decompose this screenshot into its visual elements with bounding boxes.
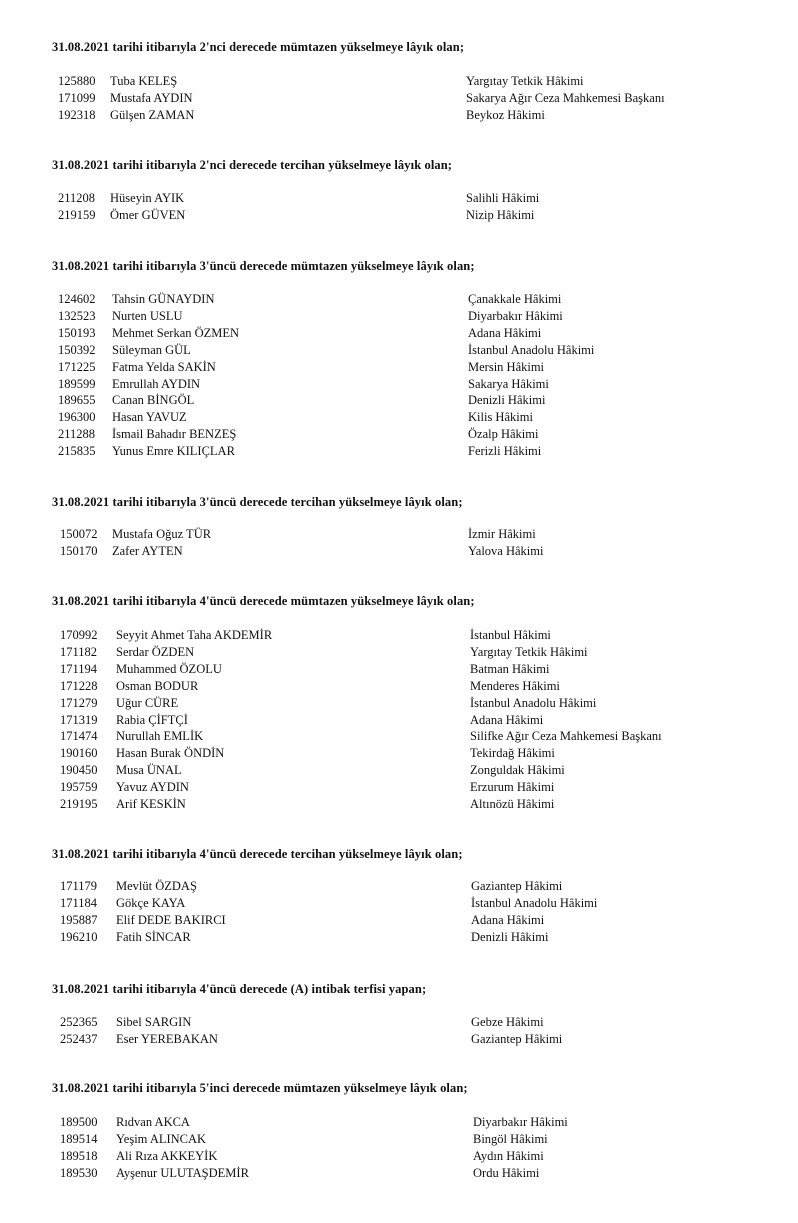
person-name: Elif DEDE BAKIRCI	[116, 912, 226, 927]
position-title: Aydın Hâkimi	[473, 1148, 544, 1163]
position-title: Adana Hâkimi	[468, 325, 542, 340]
section-heading: 31.08.2021 tarihi itibarıyla 5'inci derecede mümtazen yükselmeye lâyık olan;	[52, 1081, 468, 1095]
position-title: Zonguldak Hâkimi	[470, 763, 565, 778]
person-name: Yavuz AYDIN	[116, 780, 189, 795]
registry-number: 171474	[60, 729, 98, 744]
position-title: İstanbul Anadolu Hâkimi	[468, 342, 595, 357]
list-item	[0, 208, 798, 224]
position-title: Gebze Hâkimi	[471, 1015, 544, 1029]
list-item	[0, 780, 798, 796]
person-name: Yeşim ALINCAK	[116, 1131, 207, 1146]
position-title: Yargıtay Tetkik Hâkimi	[466, 74, 584, 88]
person-name: Tahsin GÜNAYDIN	[112, 292, 215, 306]
person-name: Mustafa Oğuz TÜR	[112, 527, 212, 541]
person-name: Sibel SARGIN	[116, 1015, 192, 1029]
list-item	[0, 797, 798, 813]
position-title: Denizli Hâkimi	[471, 929, 549, 944]
list-item	[0, 930, 798, 946]
registry-number: 189500	[60, 1115, 98, 1129]
position-title: Özalp Hâkimi	[468, 427, 539, 442]
list-item	[0, 191, 798, 207]
person-name: Fatih SİNCAR	[116, 929, 191, 944]
registry-number: 196210	[60, 929, 98, 944]
position-title: Çanakkale Hâkimi	[468, 292, 562, 306]
registry-number: 196300	[58, 410, 96, 425]
person-name: Ali Rıza AKKEYİK	[116, 1148, 218, 1163]
person-name: Eser YEREBAKAN	[116, 1031, 218, 1046]
registry-number: 215835	[58, 444, 96, 459]
list-item	[0, 410, 798, 426]
registry-number: 170992	[60, 628, 98, 642]
position-title: Beykoz Hâkimi	[466, 107, 545, 122]
position-title: Gaziantep Hâkimi	[471, 879, 563, 893]
person-name: Ayşenur ULUTAŞDEMİR	[116, 1165, 249, 1180]
position-title: Diyarbakır Hâkimi	[473, 1115, 568, 1129]
registry-number: 150170	[60, 543, 98, 558]
list-item	[0, 393, 798, 409]
registry-number: 171228	[60, 678, 98, 693]
section-heading: 31.08.2021 tarihi itibarıyla 4'üncü derecede tercihan yükselmeye lâyık olan;	[52, 847, 463, 861]
position-title: Batman Hâkimi	[470, 661, 550, 676]
person-name: Mehmet Serkan ÖZMEN	[112, 325, 240, 340]
person-name: Osman BODUR	[116, 678, 199, 693]
registry-number: 150193	[58, 325, 96, 340]
position-title: İzmir Hâkimi	[468, 527, 536, 541]
list-item	[0, 746, 798, 762]
list-item	[0, 763, 798, 779]
registry-number: 189655	[58, 393, 96, 408]
person-name: Hüseyin AYIK	[110, 191, 185, 205]
position-title: Ordu Hâkimi	[473, 1165, 540, 1180]
position-title: İstanbul Hâkimi	[470, 628, 551, 642]
list-item	[0, 74, 798, 90]
registry-number: 252365	[60, 1015, 98, 1029]
person-name: Gökçe KAYA	[116, 895, 186, 910]
person-name: Mustafa AYDIN	[110, 90, 193, 105]
position-title: Sakarya Hâkimi	[468, 376, 549, 391]
registry-number: 189514	[60, 1131, 98, 1146]
list-item	[0, 645, 798, 661]
registry-number: 189518	[60, 1148, 98, 1163]
person-name: Rabia ÇİFTÇİ	[116, 712, 188, 727]
registry-number: 171225	[58, 359, 96, 374]
position-title: Mersin Hâkimi	[468, 359, 545, 374]
registry-number: 211288	[58, 427, 96, 442]
list-item	[0, 879, 798, 895]
person-name: Nurullah EMLİK	[116, 729, 204, 744]
position-title: Menderes Hâkimi	[470, 678, 560, 693]
list-item	[0, 360, 798, 376]
person-name: Emrullah AYDIN	[112, 376, 201, 391]
registry-number: 124602	[58, 292, 96, 306]
registry-number: 189530	[60, 1165, 98, 1180]
person-name: Rıdvan AKCA	[116, 1115, 190, 1129]
position-title: Bingöl Hâkimi	[473, 1131, 548, 1146]
list-item	[0, 326, 798, 342]
position-title: Yargıtay Tetkik Hâkimi	[470, 644, 588, 659]
registry-number: 171279	[60, 695, 98, 710]
person-name: Süleyman GÜL	[112, 342, 191, 357]
position-title: Salihli Hâkimi	[466, 191, 540, 205]
list-item	[0, 696, 798, 712]
list-item	[0, 729, 798, 745]
position-title: Kilis Hâkimi	[468, 410, 533, 425]
person-name: Serdar ÖZDEN	[116, 644, 195, 659]
list-item	[0, 343, 798, 359]
person-name: Seyyit Ahmet Taha AKDEMİR	[116, 628, 273, 642]
section-heading: 31.08.2021 tarihi itibarıyla 2'nci derecede tercihan yükselmeye lâyık olan;	[52, 158, 453, 172]
list-item	[0, 527, 798, 543]
list-item	[0, 662, 798, 678]
list-item	[0, 292, 798, 308]
list-item	[0, 1115, 798, 1131]
registry-number: 171184	[60, 895, 98, 910]
registry-number: 125880	[58, 74, 96, 88]
person-name: Gülşen ZAMAN	[110, 107, 195, 122]
position-title: Erzurum Hâkimi	[470, 780, 555, 795]
list-item	[0, 91, 798, 107]
person-name: Musa ÜNAL	[116, 763, 182, 778]
registry-number: 211208	[58, 191, 96, 205]
registry-number: 192318	[58, 107, 96, 122]
person-name: Canan BİNGÖL	[112, 393, 195, 408]
section-heading: 31.08.2021 tarihi itibarıyla 3'üncü derecede tercihan yükselmeye lâyık olan;	[52, 495, 463, 509]
position-title: Nizip Hâkimi	[466, 207, 535, 222]
registry-number: 171182	[60, 644, 98, 659]
person-name: Zafer AYTEN	[112, 543, 183, 558]
registry-number: 219195	[60, 797, 98, 811]
registry-number: 219159	[58, 207, 96, 222]
registry-number: 150392	[58, 342, 96, 357]
list-item	[0, 679, 798, 695]
person-name: Fatma Yelda SAKİN	[112, 359, 216, 374]
section-heading: 31.08.2021 tarihi itibarıyla 4'üncü derecede (A) intibak terfisi yapan;	[52, 982, 427, 996]
person-name: Hasan Burak ÖNDİN	[116, 746, 225, 761]
person-name: Arif KESKİN	[116, 797, 186, 811]
registry-number: 195887	[60, 912, 98, 927]
registry-number: 171319	[60, 712, 98, 727]
position-title: Gaziantep Hâkimi	[471, 1031, 563, 1046]
person-name: İsmail Bahadır BENZEŞ	[112, 427, 237, 442]
person-name: Mevlüt ÖZDAŞ	[116, 879, 197, 893]
person-name: Yunus Emre KILIÇLAR	[112, 444, 235, 459]
list-item	[0, 896, 798, 912]
registry-number: 195759	[60, 780, 98, 795]
registry-number: 190160	[60, 746, 98, 761]
list-item	[0, 108, 798, 124]
list-item	[0, 1149, 798, 1165]
person-name: Hasan YAVUZ	[112, 410, 187, 425]
person-name: Nurten USLU	[112, 308, 183, 323]
registry-number: 171099	[58, 90, 96, 105]
person-name: Ömer GÜVEN	[110, 207, 186, 222]
position-title: İstanbul Anadolu Hâkimi	[470, 695, 597, 710]
position-title: Yalova Hâkimi	[468, 543, 544, 558]
section-heading: 31.08.2021 tarihi itibarıyla 4'üncü derecede mümtazen yükselmeye lâyık olan;	[52, 594, 475, 608]
registry-number: 150072	[60, 527, 98, 541]
list-item	[0, 427, 798, 443]
person-name: Tuba KELEŞ	[110, 74, 178, 88]
list-item	[0, 1032, 798, 1048]
position-title: Denizli Hâkimi	[468, 393, 546, 408]
registry-number: 171194	[60, 661, 98, 676]
section-heading: 31.08.2021 tarihi itibarıyla 2'nci derecede mümtazen yükselmeye lâyık olan;	[52, 40, 465, 54]
person-name: Uğur CÜRE	[116, 695, 179, 710]
position-title: Adana Hâkimi	[470, 712, 544, 727]
registry-number: 132523	[58, 308, 96, 323]
list-item	[0, 713, 798, 729]
list-item	[0, 309, 798, 325]
list-item	[0, 628, 798, 644]
registry-number: 252437	[60, 1031, 98, 1046]
position-title: Ferizli Hâkimi	[468, 444, 542, 459]
list-item	[0, 377, 798, 393]
position-title: Altınözü Hâkimi	[470, 797, 555, 811]
person-name: Muhammed ÖZOLU	[116, 661, 222, 676]
position-title: İstanbul Anadolu Hâkimi	[471, 895, 598, 910]
registry-number: 189599	[58, 376, 96, 391]
registry-number: 190450	[60, 763, 98, 778]
position-title: Sakarya Ağır Ceza Mahkemesi Başkanı	[466, 90, 665, 105]
list-item	[0, 1166, 798, 1182]
position-title: Adana Hâkimi	[471, 912, 545, 927]
registry-number: 171179	[60, 879, 98, 893]
list-item	[0, 913, 798, 929]
list-item	[0, 1132, 798, 1148]
position-title: Silifke Ağır Ceza Mahkemesi Başkanı	[470, 729, 662, 744]
position-title: Tekirdağ Hâkimi	[470, 746, 555, 761]
section-heading: 31.08.2021 tarihi itibarıyla 3'üncü derecede mümtazen yükselmeye lâyık olan;	[52, 259, 475, 273]
list-item	[0, 1015, 798, 1031]
list-item	[0, 544, 798, 560]
list-item	[0, 444, 798, 460]
position-title: Diyarbakır Hâkimi	[468, 308, 563, 323]
